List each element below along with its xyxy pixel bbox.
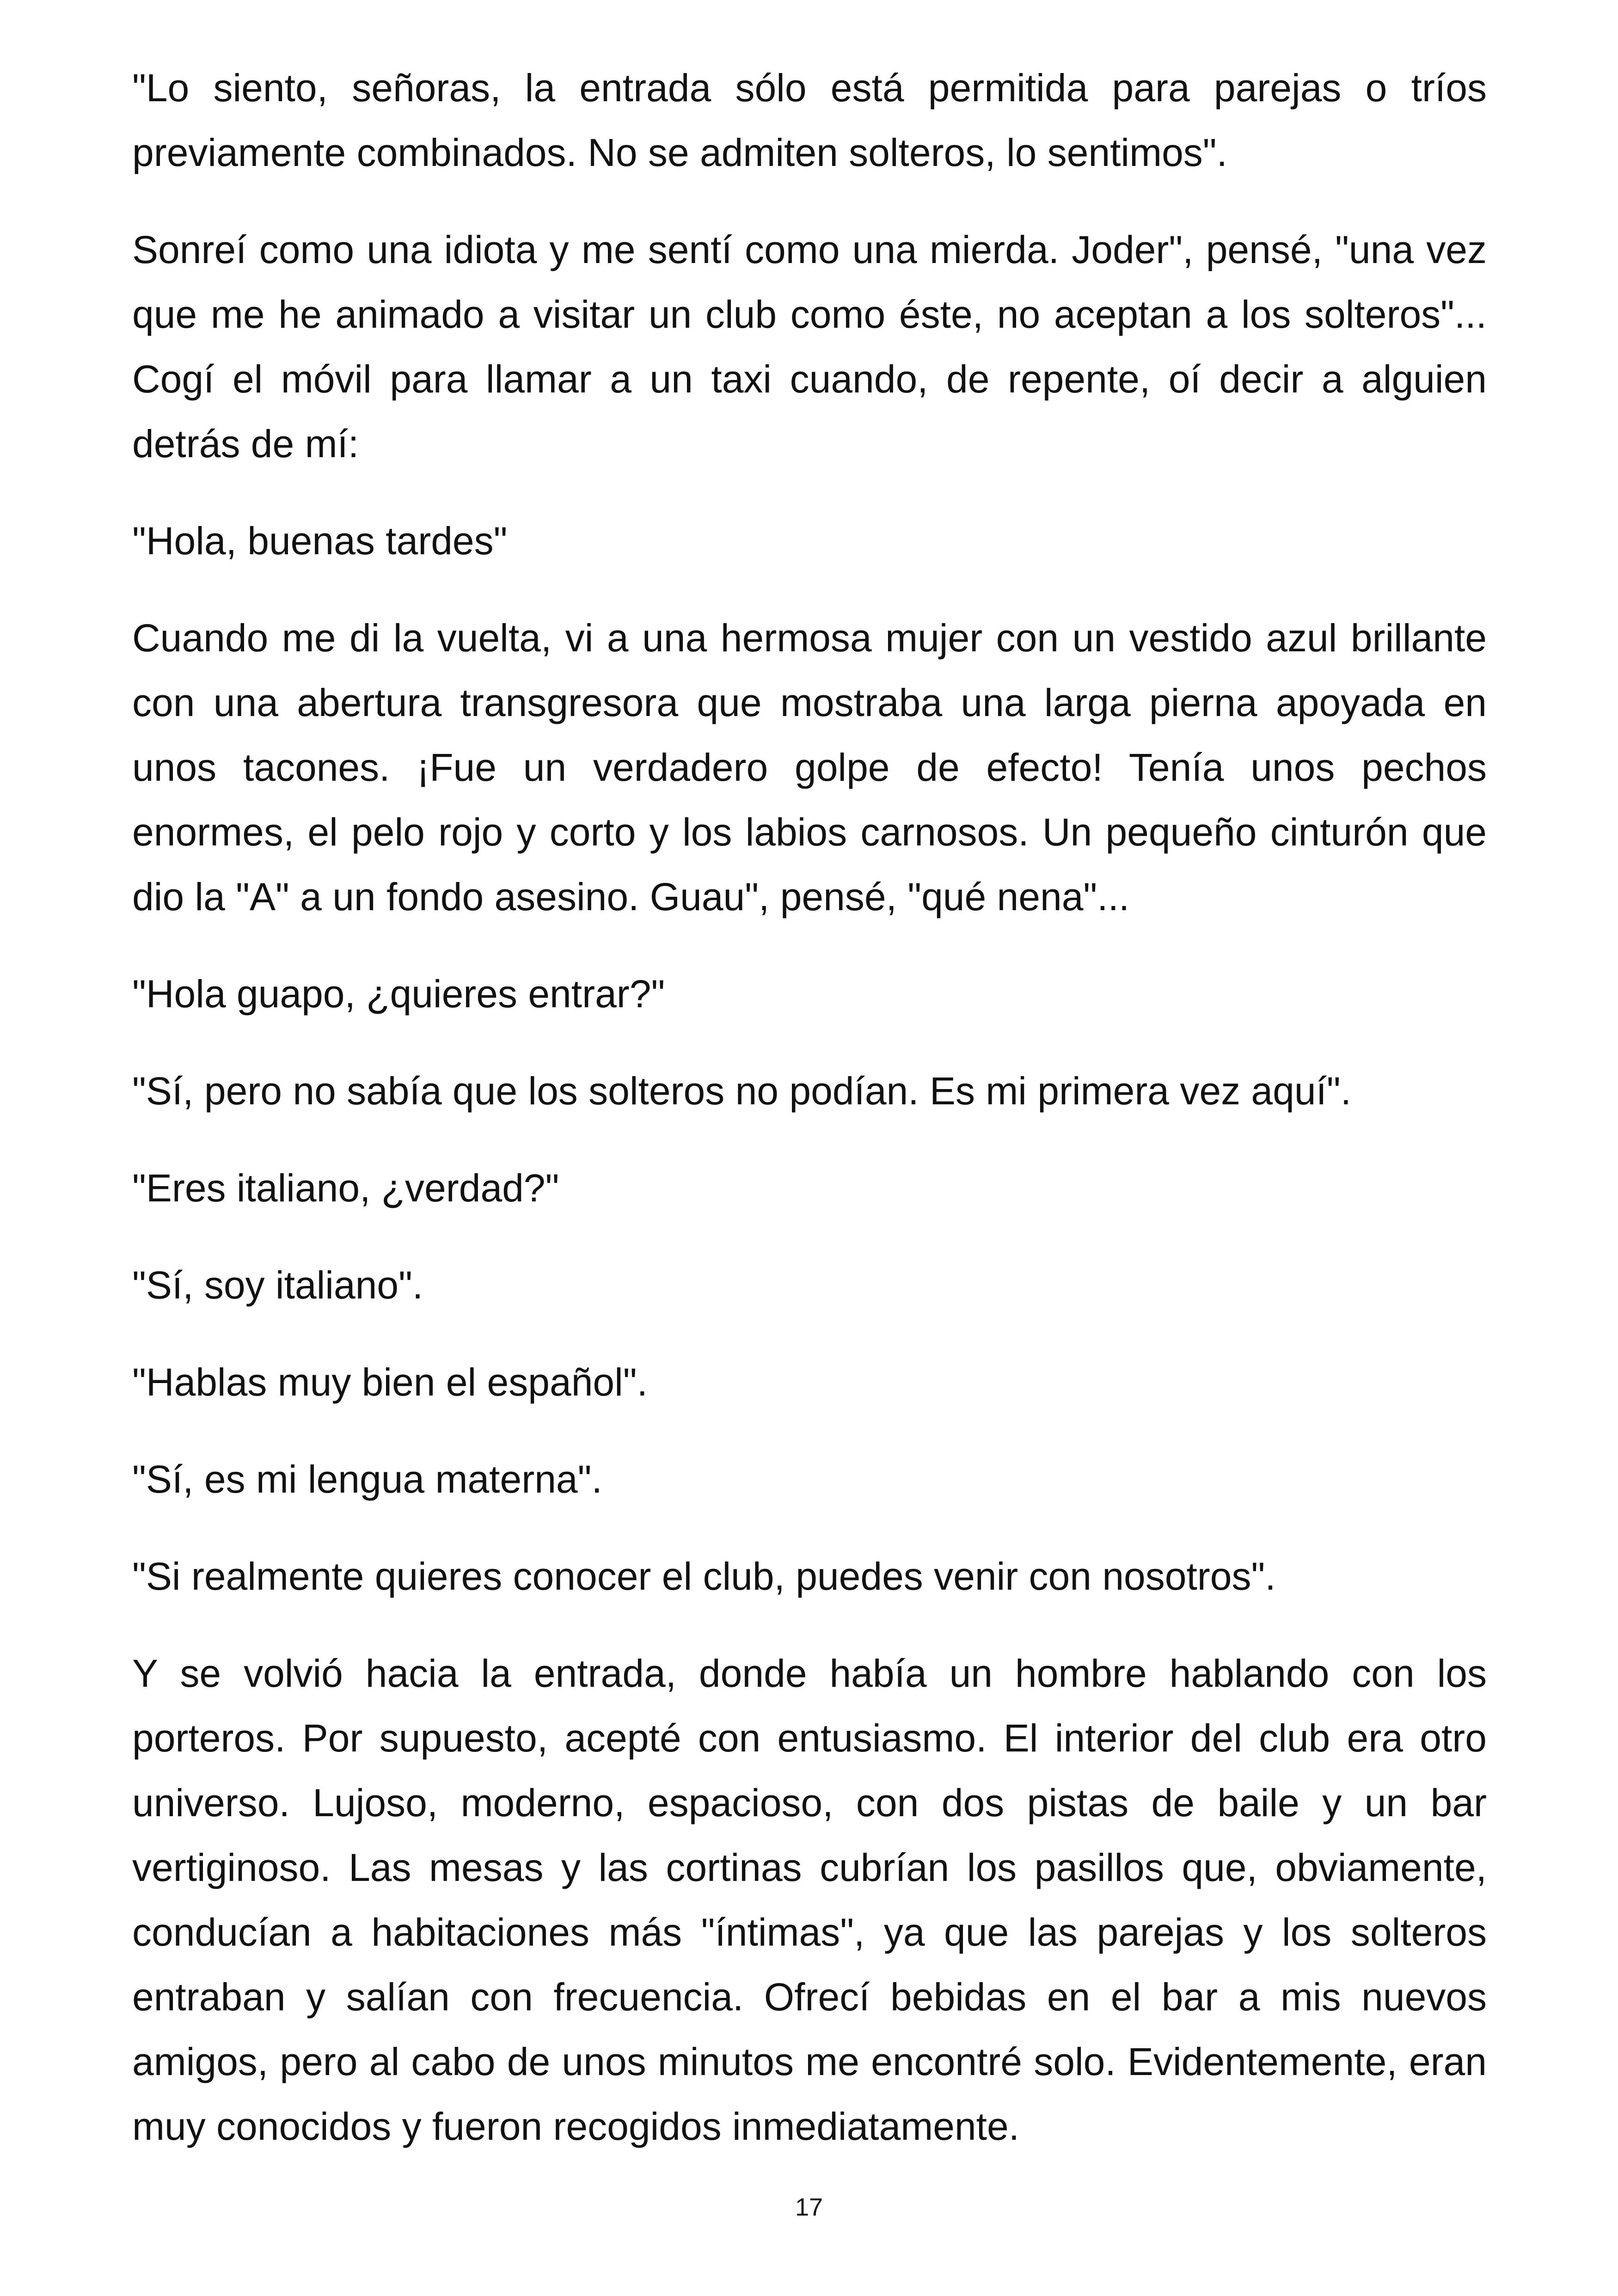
paragraph-3: "Hola, buenas tardes" — [132, 519, 508, 563]
page-number: 17 — [795, 2193, 823, 2221]
paragraph-8: "Sí, soy italiano". — [132, 1263, 423, 1307]
paragraph-6: "Sí, pero no sabía que los solteros no podían. Es mi primera vez aquí". — [132, 1069, 1352, 1113]
paragraph-2: Sonreí como una idiota y me sentí como una mierda. Joder", pensé, "una vez que me he animado a visitar un club como éste, no aceptan a los solteros"... Cogí el móvil para llamar a un taxi cuando, de repente, oí decir a alguien detrás de mí: — [132, 228, 1487, 465]
paragraph-5: "Hola guapo, ¿quieres entrar?" — [132, 972, 665, 1016]
paragraph-4: Cuando me di la vuelta, vi a una hermosa mujer con un vestido azul brillante con una abertura transgresora que mostraba una larga pierna apoyada en unos tacones. ¡Fue un verdadero golpe de efecto! Tenía unos pechos enormes, el pelo rojo y corto y los labios carnosos. Un pequeño cinturón que dio la "A" a un fondo asesino. Guau", pensé, "qué nena"... — [132, 616, 1487, 918]
paragraph-12: Y se volvió hacia la entrada, donde había un hombre hablando con los porteros. Por supuesto, acepté con entusiasmo. El interior del club era otro universo. Lujoso, moderno, espacioso, con dos pistas de baile y un bar vertiginoso. Las mesas y las cortinas cubrían los pasillos que, obviamente, conducían a habitaciones más "íntimas", ya que las parejas y los solteros entraban y salían con frecuencia. Ofrecí bebidas en el bar a mis nuevos amigos, pero al cabo de unos minutos me encontré solo. Evidentemente, eran muy conocidos y fueron recogidos inmediatamente. — [132, 1652, 1487, 2148]
paragraph-7: "Eres italiano, ¿verdad?" — [132, 1166, 559, 1210]
paragraph-11: "Si realmente quieres conocer el club, puedes venir con nosotros". — [132, 1555, 1276, 1598]
paragraph-9: "Hablas muy bien el español". — [132, 1360, 648, 1404]
body-text — [132, 55, 1487, 2191]
paragraph-10: "Sí, es mi lengua materna". — [132, 1457, 602, 1501]
paragraph-1: "Lo siento, señoras, la entrada sólo está permitida para parejas o tríos previamente combinados. No se admiten solteros, lo sentimos". — [132, 66, 1487, 174]
